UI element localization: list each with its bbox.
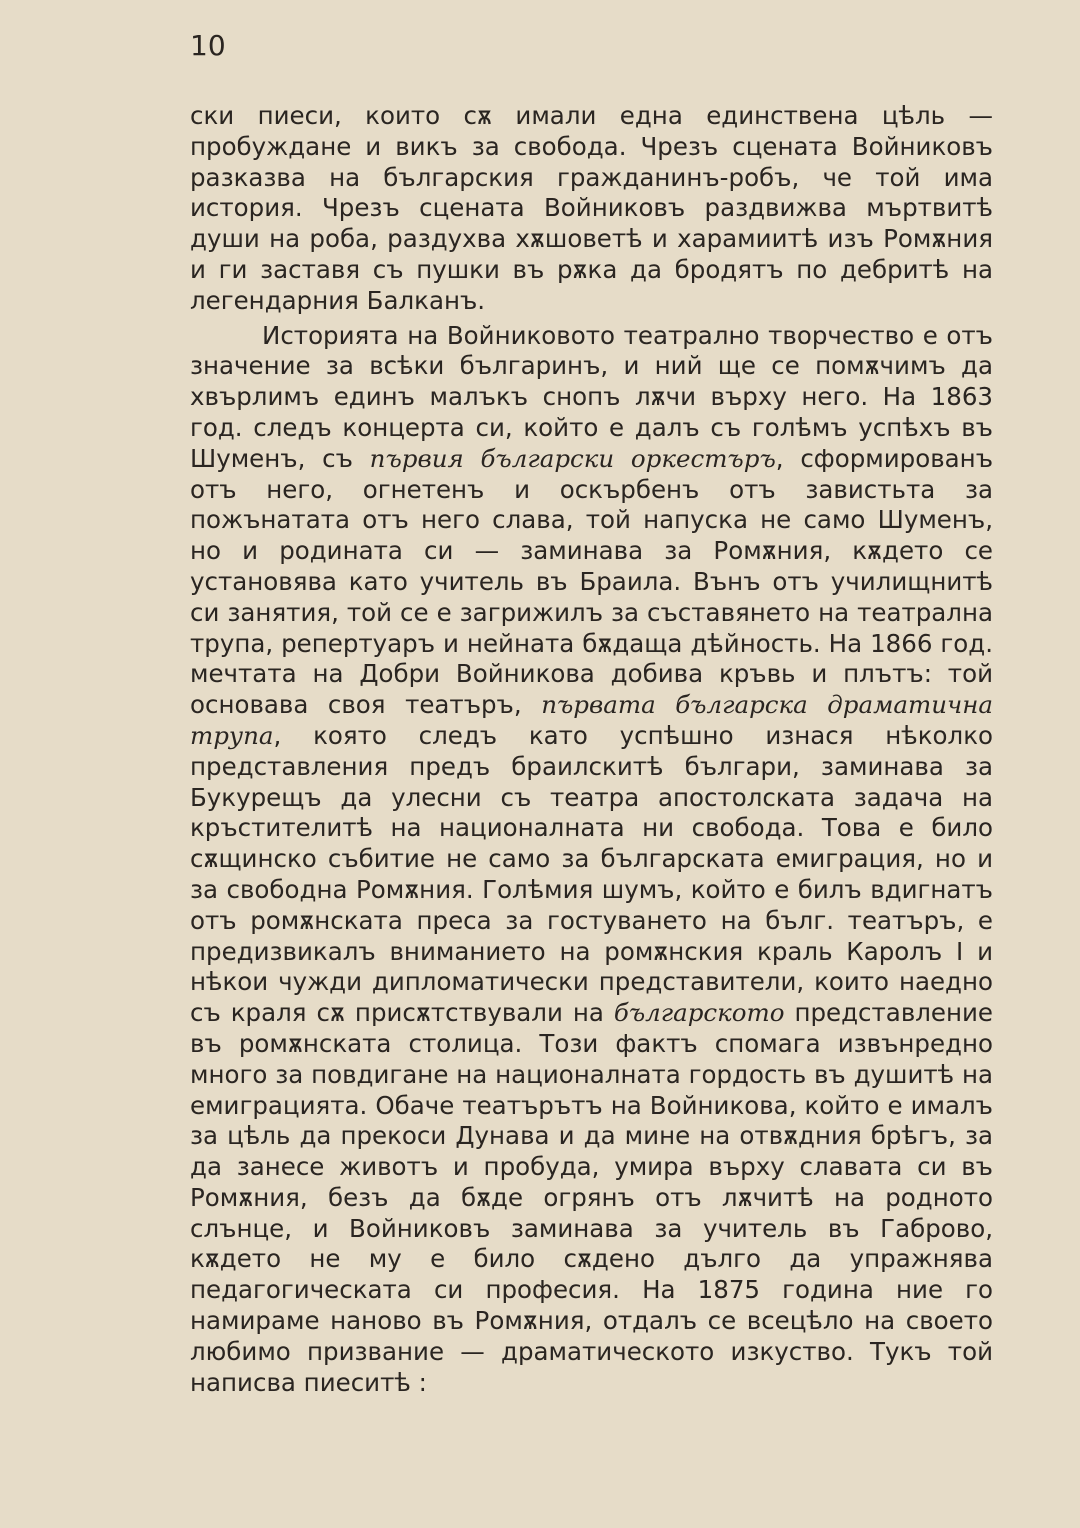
italic-first-orchestra: първия български оркестъръ bbox=[369, 443, 776, 473]
paragraph-2-text-c: , която следъ като успѣшно изнася нѣколко представления предъ браилскитѣ българи, заминава за Букурещъ да улесни съ театра апостолската задача на кръстителитѣ на националната ни свобода. Това е било сѫщинско събитие не само за българската емиграция, но и за свободна Ромѫния. Голѣмия шумъ, който е билъ вдигнатъ отъ ромѫнската преса за гостуването на бълг. театъръ, е предизвикалъ вниманието на ромѫнския краль Каролъ I и нѣкои чужди дипломатически представители, които наедно съ краля сѫ присѫтствували на bbox=[190, 720, 993, 1028]
paragraph-2 bbox=[190, 321, 993, 1399]
italic-first-drama-troupe: първата българска драматична трупа bbox=[190, 690, 993, 750]
paragraph-1-text: ски пиеси, които сѫ имали една единствена цѣль — пробуждане и викъ за свобода. Чрезъ сцената Войниковъ разказва на българския гражданинъ-робъ, че той има история. Чрезъ сцената Войниковъ раздвижва мъртвитѣ души на роба, раздухва хѫшоветѣ и харамиитѣ изъ Ромѫния и ги заставя съ пушки въ рѫка да бродятъ по дебритѣ на легендарния Балканъ. bbox=[190, 101, 993, 315]
page-number: 10 bbox=[190, 29, 226, 62]
paragraph-2-text-b: , сформированъ отъ него, огнетенъ и оскърбенъ отъ завистьта за пожънатата отъ него слава, той напуска не само Шуменъ, но и родината си — заминава за Ромѫния, кѫдето се установява като учитель въ Браила. Вънъ отъ училищнитѣ си занятия, той се е загрижилъ за съставянето на театрална трупа, репертуаръ и нейната бѫдаща дѣйность. На 1866 год. мечтата на Добри Войникова добива кръвь и плътъ: той основава своя театъръ, bbox=[190, 443, 994, 720]
body-text bbox=[190, 101, 993, 1398]
paragraph-1 bbox=[190, 101, 993, 317]
paragraph-2-text-a: Историята на Войниковото театрално творчество е отъ значение за всѣки българинъ, и ний ще се помѫчимъ да хвърлимъ единъ малъкъ снопъ лѫчи върху него. На 1863 год. следъ концерта си, който е далъ съ голѣмъ успѣхъ въ Шуменъ, съ bbox=[190, 320, 993, 473]
italic-bulgarian: българското bbox=[613, 998, 785, 1028]
paragraph-2-text-d: представление въ ромѫнската столица. Този фактъ спомага извънредно много за повдигане на националната гордость въ душитѣ на емиграцията. Обаче театърътъ на Войникова, който е ималъ за цѣль да прекоси Дунава и да мине на отвѫдния брѣгъ, за да занесе животъ и пробуда, умира върху славата си въ Ромѫния, безъ да бѫде огрянъ отъ лѫчитѣ на родното слънце, и Войниковъ заминава за учитель въ Габрово, кѫдето не му е било сѫдено дълго да упражнява педагогическата си професия. На 1875 година ние го намираме наново въ Ромѫния, отдалъ се всецѣло на своето любимо призвание — драматическото изкуство. Тукъ той написва пиеситѣ : bbox=[190, 998, 993, 1397]
